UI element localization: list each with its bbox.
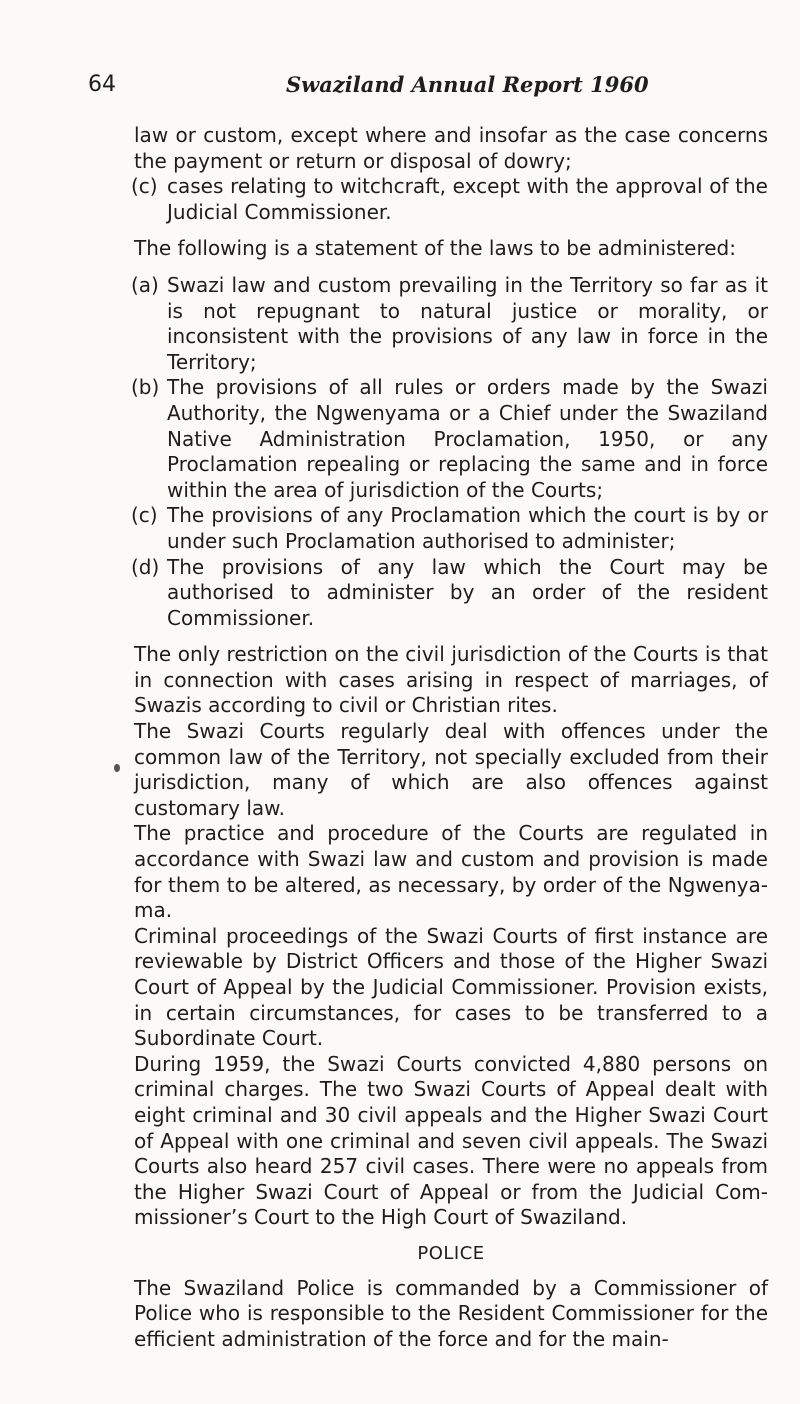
running-title: Swaziland Annual Report 1960 <box>286 72 649 97</box>
paragraph: The Swazi Courts regularly deal with offences under the common law of the Territory, not specially excluded from their jurisdiction, many of which are also offences against customary law. <box>134 719 768 820</box>
item-text: The provisions of any Proclamation which the court is by or under such Proclamation authorised to administer; <box>167 503 768 553</box>
item-label: (c) <box>131 174 158 199</box>
paragraph: The only restriction on the civil jurisdiction of the Courts is that in connection with cases arising in respect of marriages, of Swazis according to civil or Christian rites. <box>134 642 768 718</box>
item-text: The provisions of all rules or orders made by the Swazi Authority, the Ngwenyama or a Chief under the Swaziland Native Administration Proclamation, 1950, or any Proclamation repealing or replacing the same and in force within the area of jurisdiction of the Courts; <box>167 375 768 502</box>
item-text: cases relating to witchcraft, except with the approval of the Judicial Commissioner. <box>167 174 768 224</box>
list-item <box>131 503 768 554</box>
intro-continuation: law or custom, except where and insofar as the case concerns the payment or return or disposal of dowry; <box>134 123 768 173</box>
page-header <box>88 72 768 108</box>
list-item <box>131 174 768 225</box>
section-heading: POLICE <box>417 1242 485 1264</box>
print-speck <box>114 764 120 772</box>
list-item <box>131 272 768 375</box>
item-label: (c) <box>131 503 158 528</box>
item-text: Swazi law and custom prevailing in the Territory so far as it is not repugnant to natural justice or morality, or inconsistent with the provisions of any law in force in the Territory; <box>167 272 768 374</box>
item-text: The provisions of any law which the Court may be authorised to administer by an order of the resident Commissioner. <box>167 554 768 630</box>
item-label: (b) <box>131 375 160 400</box>
list-item <box>131 375 768 503</box>
list-item <box>131 554 768 632</box>
paragraph: Criminal proceedings of the Swazi Courts of first instance are reviewable by District Officers and those of the Higher Swazi Court of Appeal by the Judicial Commissioner. Provision exists, in certain circumstances, for cases to be transferred to a Subordinate Court. <box>134 923 768 1051</box>
paragraph: During 1959, the Swazi Courts convicted 4,880 persons on criminal charges. The two Swazi Courts of Appeal dealt with eight criminal and 30 civil appeals and the Higher Swazi Court of Appeal with one criminal and seven civil appeals. The Swazi Courts also heard 257 civil cases. There were no appeals from the Higher Swazi Court of Appeal or from the Judicial Com-missioner’s Court to the High Court of Swaziland. <box>134 1051 768 1230</box>
body-text <box>131 123 768 1352</box>
page-number: 64 <box>88 72 116 97</box>
item-label: (d) <box>131 554 160 579</box>
item-label: (a) <box>131 272 159 297</box>
paragraph: The practice and procedure of the Courts are regulated in accordance with Swazi law and custom and provision is made for them to be altered, as necessary, by order of the Ngwenya-ma. <box>134 821 768 923</box>
paragraph: The Swaziland Police is commanded by a Commissioner of Police who is responsible to the Resident Commissioner for the efficient administration of the force and for the main- <box>134 1275 768 1351</box>
laws-intro: The following is a statement of the laws to be administered: <box>134 236 736 261</box>
